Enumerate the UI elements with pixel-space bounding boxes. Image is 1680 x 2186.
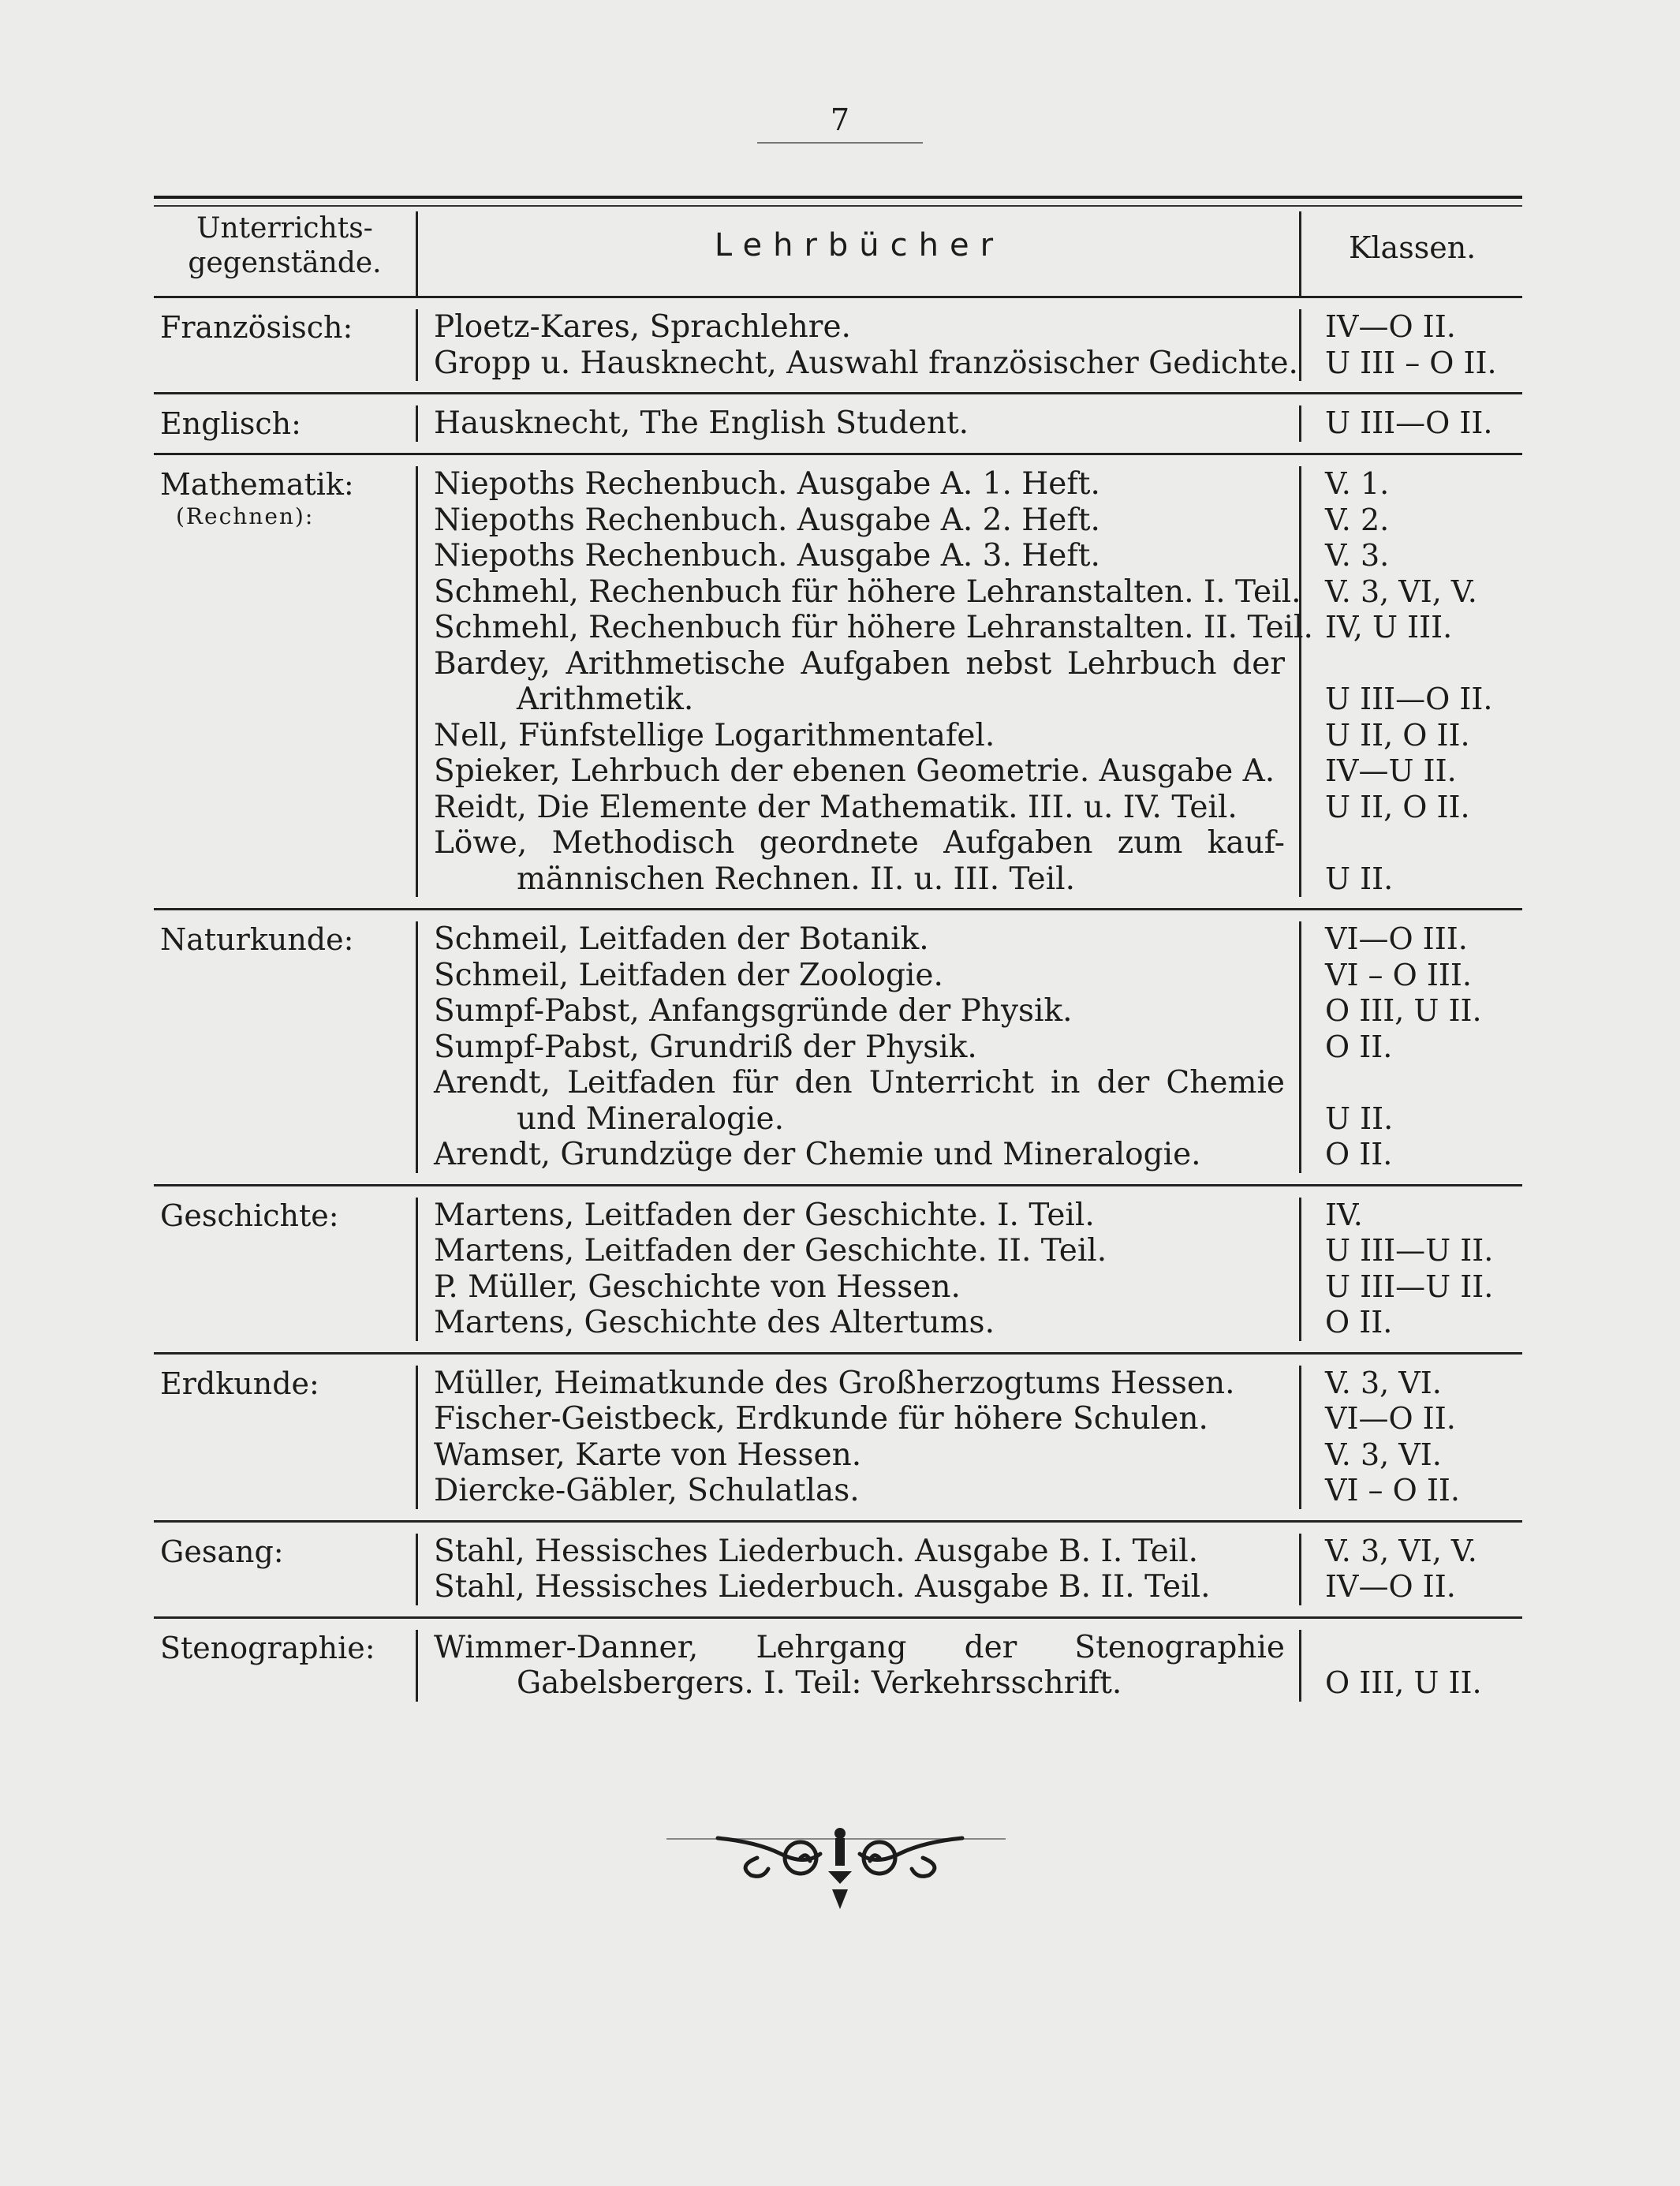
- book-line: [434, 574, 1301, 611]
- class-range: IV—O II.: [1325, 309, 1456, 344]
- book-title: Nell, Fünfstellige Logarithmentafel.: [434, 717, 995, 753]
- header-subjects: [154, 211, 418, 296]
- books-cell: [418, 1198, 1301, 1341]
- book-line: [434, 1569, 1285, 1605]
- books-cell: [418, 309, 1301, 381]
- book-title: Stahl, Hessisches Liederbuch. Ausgabe B. II. Teil.: [434, 1569, 1211, 1605]
- subject-section: [154, 1523, 1522, 1619]
- book-title: Löwe, Methodisch geordnete Aufgaben zum kauf-: [434, 825, 1285, 861]
- book-line: [434, 1665, 1285, 1702]
- table-header: [154, 199, 1522, 298]
- subject-name: Stenographie:: [160, 1630, 375, 1665]
- header-classes: Klassen.: [1349, 230, 1477, 265]
- subject-cell: [154, 921, 418, 1173]
- subject-section: [154, 298, 1522, 394]
- ornament-vignette: [710, 1822, 970, 1933]
- classes-cell: [1301, 1534, 1522, 1605]
- book-title: P. Müller, Geschichte von Hessen.: [434, 1269, 961, 1305]
- book-title: und Mineralogie.: [517, 1100, 784, 1137]
- class-range: U II, O II.: [1325, 789, 1470, 824]
- book-title: Martens, Geschichte des Altertums.: [434, 1305, 995, 1340]
- books-cell: [418, 466, 1313, 897]
- book-line: [434, 466, 1285, 503]
- books-cell: [418, 921, 1301, 1173]
- classes-cell: [1301, 466, 1522, 897]
- book-line: [434, 503, 1285, 539]
- class-range: U II, O II.: [1325, 717, 1470, 753]
- class-range: V. 3, VI.: [1325, 1365, 1442, 1400]
- book-line: [434, 1437, 1285, 1474]
- class-range: U II.: [1325, 1100, 1394, 1136]
- book-title: Bardey, Arithmetische Aufgaben nebst Lehrbuch der: [434, 645, 1285, 682]
- book-title: Gropp u. Hausknecht, Auswahl französischer Gedichte.: [434, 345, 1298, 381]
- subject-name: Geschichte:: [160, 1198, 339, 1233]
- book-line: [434, 538, 1285, 574]
- class-range: V. 3.: [1325, 538, 1390, 573]
- book-line: [434, 610, 1313, 646]
- subject-section: [154, 1619, 1522, 1713]
- book-title: Hausknecht, The English Student.: [434, 405, 969, 441]
- book-title: Arendt, Leitfaden für den Unterricht in der Chemie: [434, 1065, 1285, 1100]
- subject-section: [154, 1186, 1522, 1355]
- subject-section: [154, 394, 1522, 455]
- class-range: U III—O II.: [1325, 405, 1493, 440]
- book-line: [434, 1401, 1285, 1437]
- book-title: Martens, Leitfaden der Geschichte. I. Teil.: [434, 1197, 1095, 1233]
- classes-cell: [1301, 1366, 1522, 1509]
- header-subjects-line2: gegenstände.: [188, 247, 382, 279]
- book-line: [434, 958, 1285, 994]
- book-title: Arithmetik.: [517, 682, 694, 717]
- subject-section: [154, 455, 1522, 910]
- book-line: [434, 993, 1285, 1029]
- subject-cell: [154, 309, 418, 381]
- book-line: [434, 790, 1285, 826]
- header-books: Lehrbücher: [418, 211, 1301, 296]
- book-title: Sumpf-Pabst, Anfangsgründe der Physik.: [434, 993, 1073, 1029]
- book-title: Arendt, Grundzüge der Chemie und Mineralogie.: [434, 1137, 1201, 1172]
- subject-name: Französisch:: [160, 310, 353, 345]
- class-range: U III—U II.: [1325, 1233, 1494, 1268]
- classes-cell: [1301, 405, 1522, 442]
- subject-name: Mathematik:: [160, 467, 354, 502]
- classes-cell: [1301, 309, 1522, 381]
- class-range: V. 3, VI, V.: [1325, 1533, 1477, 1568]
- book-title: Reidt, Die Elemente der Mathematik. III. u. IV. Teil.: [434, 789, 1238, 825]
- table-body: [154, 298, 1522, 1713]
- header-subjects-line1: Unterrichts-: [196, 212, 373, 245]
- subject-cell: [154, 405, 418, 442]
- book-title: Sumpf-Pabst, Grundriß der Physik.: [434, 1029, 977, 1065]
- class-range: U III—O II.: [1325, 682, 1493, 716]
- subject-note: (Rechnen):: [176, 503, 315, 529]
- book-title: Fischer-Geistbeck, Erdkunde für höhere Schulen.: [434, 1401, 1208, 1437]
- subject-name: Gesang:: [160, 1534, 284, 1569]
- subject-cell: [154, 1630, 418, 1702]
- book-line: [434, 682, 1285, 718]
- textbook-table: [154, 196, 1522, 1713]
- book-line: [434, 1305, 1285, 1341]
- book-title: männischen Rechnen. II. u. III. Teil.: [517, 861, 1075, 897]
- class-range: U III—U II.: [1325, 1269, 1494, 1304]
- class-range: V. 1.: [1325, 466, 1390, 501]
- class-range: VI—O III.: [1325, 921, 1468, 956]
- book-line: [434, 753, 1285, 790]
- book-title: Niepoths Rechenbuch. Ausgabe A. 3. Heft.: [434, 538, 1100, 574]
- book-line: [434, 1137, 1285, 1173]
- book-title: Schmehl, Rechenbuch für höhere Lehranstalten. I. Teil.: [434, 574, 1301, 610]
- book-line: [434, 1198, 1285, 1234]
- subject-name: Erdkunde:: [160, 1366, 319, 1401]
- class-range: V. 2.: [1325, 502, 1390, 537]
- class-range: O II.: [1325, 1029, 1393, 1064]
- class-range: VI—O II.: [1325, 1401, 1456, 1436]
- book-line: [434, 1029, 1285, 1066]
- book-line: [434, 1233, 1285, 1269]
- subject-section: [154, 910, 1522, 1186]
- book-line: [434, 309, 1285, 346]
- book-line: [434, 718, 1285, 754]
- book-line: [434, 646, 1285, 682]
- book-title: Müller, Heimatkunde des Großherzogtums Hessen.: [434, 1365, 1235, 1401]
- class-range: O II.: [1325, 1305, 1393, 1340]
- subject-section: [154, 1355, 1522, 1523]
- books-cell: [418, 1534, 1301, 1605]
- book-title: Wimmer-Danner, Lehrgang der Stenographie: [434, 1629, 1285, 1665]
- book-title: Schmeil, Leitfaden der Botanik.: [434, 921, 929, 957]
- class-range: O III, U II.: [1325, 993, 1482, 1028]
- class-range: V. 3, VI, V.: [1325, 574, 1477, 609]
- class-range: IV—O II.: [1325, 1569, 1456, 1604]
- class-range: O II.: [1325, 1137, 1393, 1171]
- book-title: Ploetz-Kares, Sprachlehre.: [434, 309, 851, 345]
- book-line: [434, 1269, 1285, 1306]
- class-range: V. 3, VI.: [1325, 1437, 1442, 1472]
- books-cell: [418, 405, 1301, 442]
- book-line: [434, 1101, 1285, 1138]
- book-title: Schmehl, Rechenbuch für höhere Lehranstalten. II. Teil.: [434, 610, 1313, 645]
- books-cell: [418, 1630, 1301, 1702]
- class-range: U III – O II.: [1325, 345, 1497, 380]
- book-line: [434, 405, 1285, 442]
- class-range: [1325, 646, 1522, 682]
- class-range: U II.: [1325, 861, 1394, 896]
- book-title: Martens, Leitfaden der Geschichte. II. Teil.: [434, 1233, 1107, 1269]
- class-range: VI – O III.: [1325, 957, 1472, 992]
- book-title: Stahl, Hessisches Liederbuch. Ausgabe B. I. Teil.: [434, 1533, 1199, 1569]
- book-line: [434, 1065, 1285, 1101]
- book-title: Niepoths Rechenbuch. Ausgabe A. 1. Heft.: [434, 466, 1100, 502]
- classes-cell: [1301, 921, 1522, 1173]
- book-line: [434, 825, 1285, 861]
- book-line: [434, 1366, 1285, 1402]
- book-title: Spieker, Lehrbuch der ebenen Geometrie. Ausgabe A.: [434, 753, 1275, 789]
- class-range: O III, U II.: [1325, 1665, 1482, 1700]
- subject-cell: [154, 1534, 418, 1605]
- book-line: [434, 345, 1298, 382]
- book-title: Gabelsbergers. I. Teil: Verkehrsschrift.: [517, 1665, 1122, 1701]
- class-range: IV—U II.: [1325, 753, 1457, 788]
- book-line: [434, 1534, 1285, 1570]
- classes-cell: [1301, 1198, 1522, 1341]
- book-line: [434, 921, 1285, 958]
- book-line: [434, 1473, 1285, 1509]
- class-range: IV.: [1325, 1197, 1363, 1232]
- subject-cell: [154, 1198, 418, 1341]
- class-range: [1325, 825, 1522, 861]
- books-cell: [418, 1366, 1301, 1509]
- subject-cell: [154, 466, 418, 897]
- book-title: Diercke-Gäbler, Schulatlas.: [434, 1473, 860, 1508]
- class-range: VI – O II.: [1325, 1473, 1460, 1508]
- page-number: 7: [757, 103, 923, 144]
- book-title: Wamser, Karte von Hessen.: [434, 1437, 862, 1473]
- subject-name: Englisch:: [160, 406, 301, 441]
- book-title: Schmeil, Leitfaden der Zoologie.: [434, 957, 943, 993]
- book-line: [434, 861, 1285, 898]
- classes-cell: [1301, 1630, 1522, 1702]
- class-range: [1325, 1630, 1522, 1666]
- class-range: [1325, 1065, 1522, 1101]
- subject-name: Naturkunde:: [160, 922, 354, 957]
- book-title: Niepoths Rechenbuch. Ausgabe A. 2. Heft.: [434, 502, 1100, 538]
- book-line: [434, 1630, 1285, 1666]
- class-range: IV, U III.: [1325, 610, 1453, 645]
- subject-cell: [154, 1366, 418, 1509]
